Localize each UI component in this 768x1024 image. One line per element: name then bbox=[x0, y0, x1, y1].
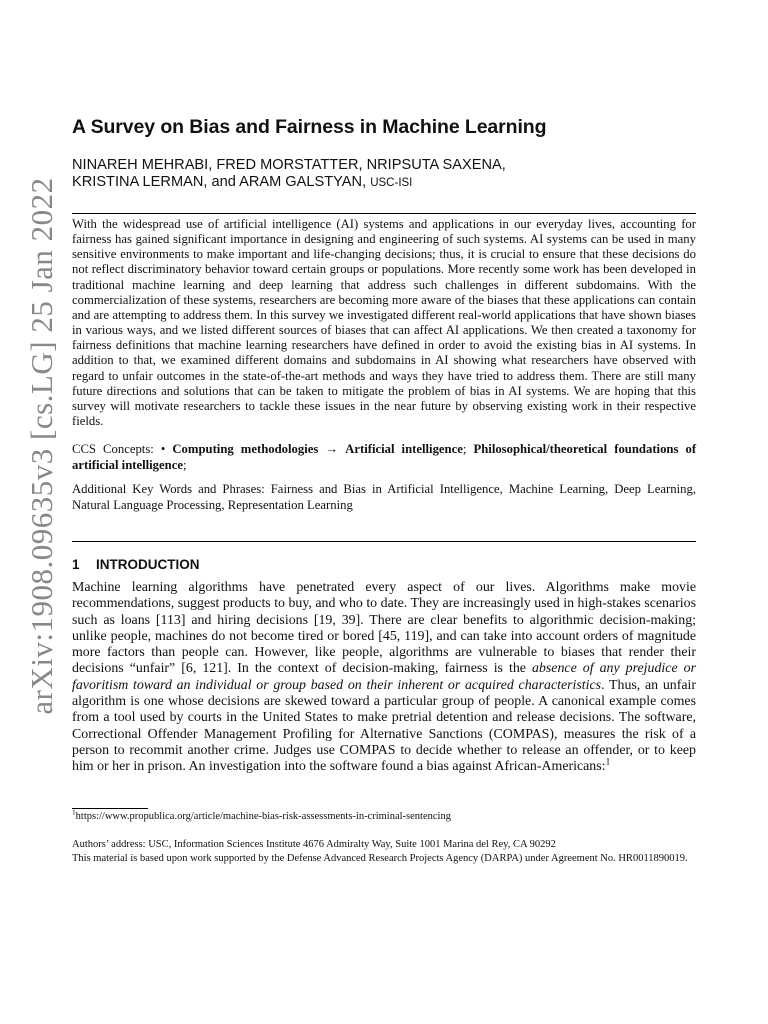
arxiv-stamp bbox=[24, 177, 60, 715]
ccs-concept-computing: Computing methodologies bbox=[172, 442, 319, 456]
funding-note: This material is based upon work supported by the Defense Advanced Research Projects Agency (DARPA) under Agreement No. HR0011890019. bbox=[72, 853, 688, 864]
author-affiliation: USC-ISI bbox=[370, 177, 413, 189]
author-address-block bbox=[72, 838, 696, 866]
ccs-concepts bbox=[72, 441, 696, 473]
keywords-text: Fairness and Bias in Artificial Intelligence, Machine Learning, Deep Learning, Natural Language Processing, Representation Learning bbox=[72, 482, 696, 512]
intro-text-1: Machine learning algorithms have penetrated every aspect of our lives. Algorithms make movie recommendations, suggest products to buy, and who to date. They are increasingly used in high-stakes scenarios such as loans [113] and hiring decisions [19, 39]. There are clear benefits to algorithmic decision-making; unlike people, machines do not become tired or bored [45, 119], and can take into account orders of magnitude more factors than people can. However, like people, algorithms are vulnerable to biases that render their decisions “unfair” [6, 121]. In the context of decision-making, fairness is the bbox=[72, 580, 696, 677]
author-address: Authors’ address: USC, Information Sciences Institute 4676 Admiralty Way, Suite 1001 Marina del Rey, CA 90292 bbox=[72, 839, 556, 850]
section-number: 1 bbox=[72, 557, 80, 572]
ccs-separator: ; bbox=[462, 442, 467, 456]
footnote-mark: 1 bbox=[72, 807, 76, 817]
ccs-concept-philosophical: Philosophical/theoretical foundations of artificial intelligence bbox=[72, 442, 697, 472]
ccs-label: CCS Concepts: • bbox=[72, 442, 166, 456]
author-list bbox=[72, 157, 696, 192]
footnote-reference[interactable]: 1 bbox=[605, 756, 611, 768]
abstract-bottom-rule bbox=[72, 541, 696, 542]
author-line-1: NINAREH MEHRABI, FRED MORSTATTER, NRIPSUTA SAXENA, bbox=[72, 157, 506, 173]
section-title: INTRODUCTION bbox=[96, 557, 200, 572]
fairness-definition: absence of any prejudice or favoritism toward an individual or group based on their inherent or acquired characteristics bbox=[72, 661, 696, 693]
intro-text-2: . Thus, an unfair algorithm is one whose decisions are skewed toward a particular group of people. A canonical example comes from a tool used by courts in the United States to make pretrial detention and release decisions. The software, Correctional Offender Management Profiling for Alternative Sanctions (COMPAS), measures the risk of a person to recommit another crime. Judges use COMPAS to decide whether to release an offender, or to keep him or her in prison. An investigation into the software found a bias against African-Americans: bbox=[72, 677, 696, 775]
footnote-url[interactable]: https://www.propublica.org/article/machine-bias-risk-assessments-in-criminal-sentencing bbox=[75, 811, 451, 822]
arxiv-id: arXiv:1908.09635v3 [cs.LG] 25 Jan 2022 bbox=[24, 177, 59, 715]
keywords-label: Additional Key Words and Phrases: bbox=[72, 482, 265, 496]
ccs-arrow: → bbox=[325, 442, 339, 456]
author-names: KRISTINA LERMAN, and ARAM GALSTYAN, bbox=[72, 174, 367, 190]
abstract: With the widespread use of artificial intelligence (AI) systems and applications in our everyday lives, accounting for fairness has gained significant importance in designing and engineering of such systems. AI systems can be used in many sensitive environments to make important and life-changing decisions; thus, it is crucial to ensure that these decisions do not reflect discriminatory behavior toward certain groups or populations. More recently some work has been developed in traditional machine learning and deep learning that address such challenges in different subdomains. With the commercialization of these systems, researchers are becoming more aware of the biases that these applications can contain and are attempting to address them. In this survey we investigated different real-world applications that have shown biases in various ways, and we listed different sources of biases that can affect AI applications. We then created a taxonomy for fairness definitions that machine learning researchers have defined in order to avoid the existing bias in AI systems. In addition to that, we examined different domains and subdomains in AI showing what researchers have observed with regard to unfair outcomes in the state-of-the-art methods and ways they have tried to address them. There are still many future directions and solutions that can be taken to mitigate the problem of bias in AI systems. We are hoping that this survey will motivate researchers to tackle these issues in the near future by observing existing work in their respective fields. bbox=[72, 217, 696, 429]
paper-title: A Survey on Bias and Fairness in Machine Learning bbox=[72, 116, 547, 138]
footnote bbox=[72, 807, 696, 824]
footnote-rule bbox=[72, 808, 148, 809]
keywords bbox=[72, 481, 696, 513]
author-line-2 bbox=[72, 174, 696, 192]
abstract-top-rule bbox=[72, 213, 696, 214]
ccs-concept-ai: Artificial intelligence bbox=[345, 442, 463, 456]
introduction-paragraph bbox=[72, 580, 696, 776]
ccs-end: ; bbox=[182, 458, 187, 472]
section-heading-introduction bbox=[72, 557, 200, 572]
